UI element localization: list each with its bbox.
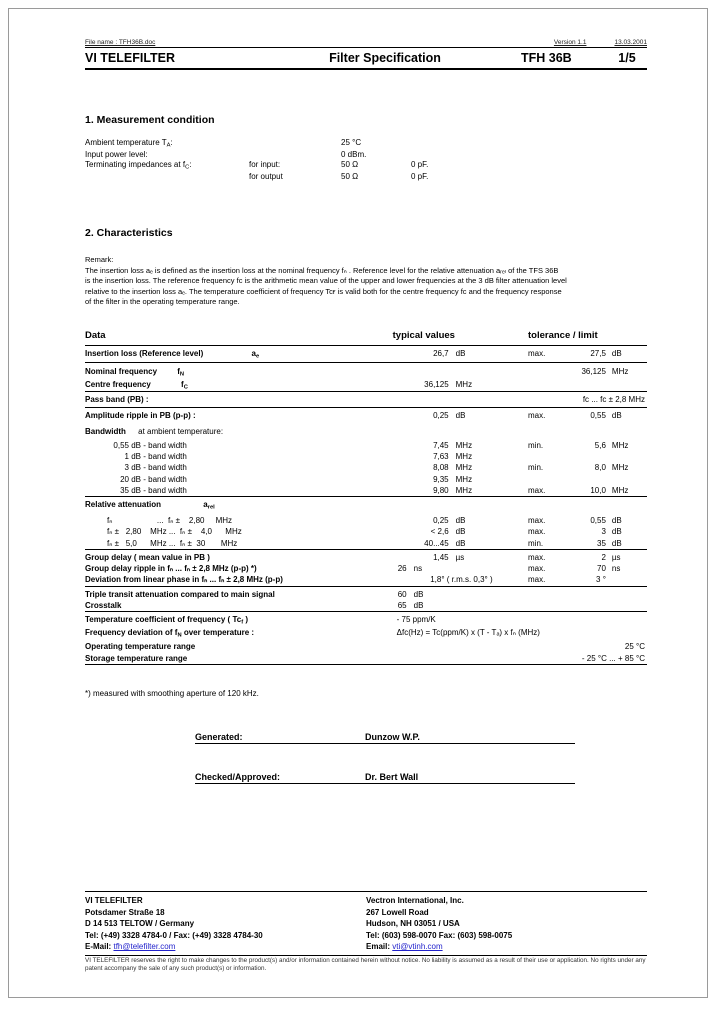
page-sheet	[8, 8, 708, 998]
row-tol-value: 10,0	[590, 486, 606, 496]
row-tol-prefix: max.	[528, 549, 563, 563]
row-typical: 65 dB	[397, 601, 424, 611]
row-tol-unit: dB	[606, 346, 647, 363]
footer-columns	[85, 892, 647, 953]
row-label	[85, 346, 393, 363]
measurement-value: 0 dBm.	[341, 149, 367, 159]
table-row-group-delay	[85, 549, 647, 563]
row-label: 3 dB - band width	[124, 463, 187, 473]
row-tol-prefix: max.	[528, 515, 546, 525]
row-typical	[393, 363, 528, 379]
row-tol-value: 35	[597, 538, 606, 548]
header-doc-title: Filter Specification	[329, 51, 441, 65]
header-page-number: 1/5	[618, 51, 636, 65]
signature-name: Dr. Bert Wall	[365, 771, 419, 782]
row-typical: 1,45 µs	[393, 549, 528, 563]
measurement-row	[85, 172, 428, 183]
row-label	[85, 408, 393, 424]
row-tol-unit	[606, 574, 647, 586]
footer-disclaimer: VI TELEFILTER reserves the right to make changes to the product(s) and/or information contained herein without notice. No liability is assumed as a result of their use or application. No rights under any patent accompany the sale of any such product(s) or information.	[85, 956, 646, 973]
table-row-insertion-loss	[85, 346, 647, 363]
remark-line: relative to the insertion loss aₑ. The temperature coefficient of frequency Tcғ is valid both for the centre frequency fᴄ and the frequency response	[85, 286, 562, 296]
signature-name: Dunzow W.P.	[365, 731, 420, 742]
file-name-label: File name : TFH36B.doc	[85, 39, 156, 46]
row-typical: 26,7 dB	[393, 346, 528, 363]
row-typical: 7,45 MHz	[433, 440, 473, 450]
signature-block	[195, 732, 575, 784]
table-row-relative-attenuation	[85, 526, 647, 537]
signature-label: Generated:	[195, 731, 243, 742]
table-row-pass-band	[85, 392, 647, 408]
table-row-storage-temp	[85, 653, 647, 665]
row-label: Storage temperature range	[85, 653, 188, 663]
measurement-row	[85, 160, 428, 172]
row-label: Crosstalk	[85, 601, 122, 611]
table-row-relative-attenuation-header	[85, 497, 647, 515]
row-tol-value: 8,0	[594, 463, 606, 473]
row-label	[85, 392, 393, 408]
row-tol-unit: dB	[606, 408, 647, 424]
row-tol-unit: µs	[606, 549, 647, 563]
row-tol-prefix: max.	[528, 346, 563, 363]
row-typical: 9,35 MHz	[433, 474, 473, 484]
footer-email-line	[85, 941, 366, 953]
row-typical: 9,80 MHz	[433, 486, 473, 496]
table-row-amplitude-ripple	[85, 408, 647, 424]
row-label: Group delay ( mean value in PB )	[85, 549, 393, 563]
measurement-label: Input power level:	[85, 149, 148, 159]
row-range: fₙ ... fₙ ± 2,80 MHz	[107, 515, 233, 525]
row-label-text: Amplitude ripple in PB (p-p) :	[85, 411, 196, 421]
table-row-relative-attenuation	[85, 537, 647, 549]
table-row-crosstalk	[85, 600, 647, 612]
col-header-typical: typical values	[392, 330, 455, 342]
row-typical: Δfᴄ(Hz) = Tc(ppm/K) x (T - Tₐ) x fₙ (MHz)	[396, 627, 540, 637]
document-header-main	[85, 48, 647, 70]
measurement-label: Ambient temperature $T_A$:	[85, 138, 173, 149]
table-row-bandwidth	[85, 474, 647, 485]
row-tol-prefix: min.	[528, 440, 544, 450]
measurement-mid: for input:	[249, 160, 281, 170]
row-typical: 8,08 MHz	[433, 463, 473, 473]
measurement-extra: 0 pF.	[411, 172, 429, 182]
document-footer	[85, 891, 647, 974]
signature-label: Checked/Approved:	[195, 771, 281, 782]
measurement-condition-table	[85, 138, 428, 183]
row-tol-unit: dB	[611, 538, 622, 548]
table-row-temp-coefficient	[85, 612, 647, 627]
version-label: Version 1.1	[553, 39, 587, 46]
row-label	[85, 363, 393, 379]
header-model-number: TFH 36B	[521, 51, 572, 65]
document-header-meta	[85, 39, 647, 48]
footer-address-left	[85, 895, 366, 953]
row-tol-unit	[606, 451, 647, 462]
row-label-text: Centre frequency	[85, 380, 151, 389]
row-typical: - 75 ppm/K	[393, 612, 647, 627]
footer-city: D 14 513 TELTOW / Germany	[85, 919, 195, 929]
row-tol-prefix: max.	[528, 575, 546, 585]
footnote: *) measured with smoothing aperture of 120 kHz.	[85, 688, 259, 698]
table-row-operating-temp	[85, 639, 647, 652]
row-typical	[393, 392, 528, 408]
table-row-nominal-frequency	[85, 363, 647, 379]
section-2-title: 2. Characteristics	[85, 226, 173, 239]
row-tol-prefix	[528, 474, 563, 485]
remark-line: of the filter in the operating temperature range.	[85, 297, 240, 307]
table-row-bandwidth	[85, 439, 647, 450]
footer-street: 267 Lowell Road	[366, 907, 429, 917]
row-label: 20 dB - band width	[120, 474, 187, 484]
row-tol-unit: ns	[611, 564, 621, 574]
relative-attenuation-symbol: $a_{rel}$	[203, 500, 215, 511]
signature-row-approved	[195, 772, 575, 784]
date-label: 13.03.2001	[614, 39, 647, 46]
measurement-value: 25 °C	[341, 138, 362, 147]
table-bottom-rule	[85, 664, 647, 665]
row-label: Frequency deviation of $f_N$ over temperature :	[85, 627, 255, 639]
row-typical: 0,25 dB	[393, 408, 528, 424]
row-tol-value	[563, 474, 606, 485]
row-range: fₙ ± 2,80 MHz ... fₙ ± 4,0 MHz	[107, 527, 242, 537]
measurement-mid: for output	[249, 172, 283, 182]
row-label: Group delay ripple in fₙ ... fₙ ± 2,8 MHz (p-p) *)	[85, 564, 257, 574]
table-header-row	[85, 330, 647, 346]
row-typical: 40...45 dB	[424, 538, 466, 548]
row-symbol: $f_C$	[181, 380, 188, 391]
footer-address-right	[366, 895, 647, 953]
row-typical: 36,125 MHz	[424, 380, 473, 389]
footer-email-line	[366, 941, 647, 953]
footer-email-link[interactable]: vti@vtinh.com	[392, 942, 443, 952]
footer-city: Hudson, NH 03051 / USA	[366, 919, 460, 929]
footer-phone: Tel: (+49) 3328 4784-0 / Fax: (+49) 3328 4784-30	[85, 930, 263, 940]
row-tol-unit: MHz	[611, 440, 629, 450]
row-value: 25 °C	[624, 642, 645, 652]
row-tol-value: 0,55	[590, 515, 606, 525]
row-tol-prefix	[528, 363, 563, 379]
remark-label: Remark:	[85, 254, 114, 264]
table-row-bandwidth	[85, 451, 647, 462]
row-tol-prefix: max.	[528, 408, 563, 424]
row-label-text: Pass band (PB) :	[85, 395, 149, 405]
row-tol-value: 36,125	[563, 363, 606, 379]
section-1-title: 1. Measurement condition	[85, 114, 215, 126]
table-row-group-delay	[85, 574, 647, 586]
measurement-extra: 0 pF.	[411, 160, 429, 170]
row-label: 0,55 dB - band width	[113, 440, 187, 450]
row-label-text: Insertion loss (Reference level)	[85, 349, 204, 359]
col-header-tolerance: tolerance / limit	[528, 330, 598, 342]
row-tol-prefix	[528, 451, 563, 462]
measurement-row	[85, 138, 428, 150]
table-row-bandwidth-caption	[85, 423, 647, 439]
page-content	[85, 39, 647, 812]
row-tol-prefix: min.	[528, 463, 544, 473]
footer-email-link[interactable]: tfh@telefilter.com	[113, 942, 176, 952]
row-tol-value: 27,5	[563, 346, 606, 363]
relative-attenuation-caption	[85, 497, 647, 515]
footer-company-name: Vectron International, Inc.	[366, 896, 464, 905]
table-row-relative-attenuation	[85, 515, 647, 526]
row-range: fₙ ± 5,0 MHz ... fₙ ± 30 MHz	[107, 538, 238, 548]
row-tol-unit: dB	[611, 527, 622, 537]
row-tol-value: 70	[597, 564, 606, 574]
row-typical: 1,8° ( r.m.s. 0,3° )	[430, 575, 493, 585]
footer-email-label: E-Mail:	[85, 942, 112, 952]
row-tol-value: 5,6	[594, 440, 606, 450]
footer-company-name: VI TELEFILTER	[85, 896, 143, 905]
measurement-extra	[411, 138, 428, 150]
row-tol-prefix: min.	[528, 538, 544, 548]
row-label: 1 dB - band width	[124, 452, 187, 462]
remark-line: The insertion loss aₑ is defined as the insertion loss at the nominal frequency fₙ . Reference level for the relative attenuation aᵣₑₗ of the TFS 36B	[85, 265, 559, 275]
measurement-mid	[249, 138, 341, 150]
row-label: Temperature coefficient of frequency ( $Tc_f$ )	[85, 612, 393, 627]
table-row-bandwidth	[85, 485, 647, 497]
bandwidth-caption-bold: Bandwidth	[85, 427, 126, 437]
col-header-data: Data	[85, 330, 106, 342]
row-typical: 7,63 MHz	[433, 452, 473, 462]
row-tol-prefix: max.	[528, 564, 546, 574]
measurement-mid	[249, 150, 341, 161]
row-typical: < 2,6 dB	[430, 527, 466, 537]
specification-table	[85, 330, 647, 665]
remark-line: is the insertion loss. The reference frequency fᴄ is the arithmetic mean value of the upper and lower frequencies at the 3 dB filter attenuation level	[85, 276, 567, 286]
row-tol-unit: dB	[611, 515, 622, 525]
footer-street: Potsdamer Straße 18	[85, 907, 165, 917]
row-tol-prefix: max.	[528, 486, 546, 496]
row-label: Triple transit attenuation compared to main signal	[85, 586, 393, 600]
bandwidth-caption	[85, 423, 647, 439]
row-tol-unit: MHz	[611, 463, 629, 473]
header-meta-right	[554, 39, 647, 46]
row-label-text: Nominal frequency	[85, 367, 158, 377]
row-typical: 26 ns	[397, 564, 423, 574]
row-symbol: $a_e$	[251, 349, 260, 360]
header-company-name: VI TELEFILTER	[85, 51, 176, 65]
row-tolerance-text: fᴄ ... fᴄ ± 2,8 MHz	[528, 392, 647, 408]
row-typical: 60 dB	[393, 586, 528, 600]
row-typical: 0,25 dB	[433, 515, 466, 525]
table-row-freq-deviation	[85, 627, 647, 640]
table-row-centre-frequency	[85, 379, 647, 392]
measurement-row	[85, 150, 428, 161]
row-value: - 25 °C ... + 85 °C	[581, 653, 645, 663]
measurement-extra	[411, 150, 428, 161]
row-tol-unit	[606, 474, 647, 485]
table-row-bandwidth	[85, 462, 647, 473]
row-tol-unit: MHz	[611, 486, 629, 496]
footer-email-label: Email:	[366, 942, 391, 952]
measurement-label	[85, 172, 249, 183]
row-symbol: $f_N$	[177, 367, 185, 378]
row-label: 35 dB - band width	[120, 486, 187, 496]
row-label	[85, 379, 393, 392]
row-tol-value: 3	[601, 527, 606, 537]
relative-attenuation-label: Relative attenuation	[85, 500, 162, 510]
row-label: Operating temperature range	[85, 642, 196, 652]
row-label: Deviation from linear phase in fₙ ... fₙ ± 2,8 MHz (p-p)	[85, 575, 283, 585]
row-tol-prefix: max.	[528, 527, 546, 537]
row-tol-value: 2	[563, 549, 606, 563]
table-row-triple-transit	[85, 586, 647, 600]
table-row-group-delay	[85, 563, 647, 574]
footer-phone: Tel: (603) 598-0070 Fax: (603) 598-0075	[366, 930, 513, 940]
measurement-label: Terminating impedances at $f_C$:	[85, 160, 192, 171]
remark-body	[85, 266, 647, 309]
bandwidth-caption-rest: at ambient temperature:	[138, 427, 224, 437]
row-tol-value	[563, 451, 606, 462]
measurement-value: 50 Ω	[341, 160, 359, 170]
signature-row-generated	[195, 732, 575, 744]
row-tol-value: 0,55	[563, 408, 606, 424]
measurement-value: 50 Ω	[341, 172, 359, 182]
row-tol-value: 3 °	[596, 575, 606, 585]
row-tol-unit: MHz	[606, 363, 647, 379]
